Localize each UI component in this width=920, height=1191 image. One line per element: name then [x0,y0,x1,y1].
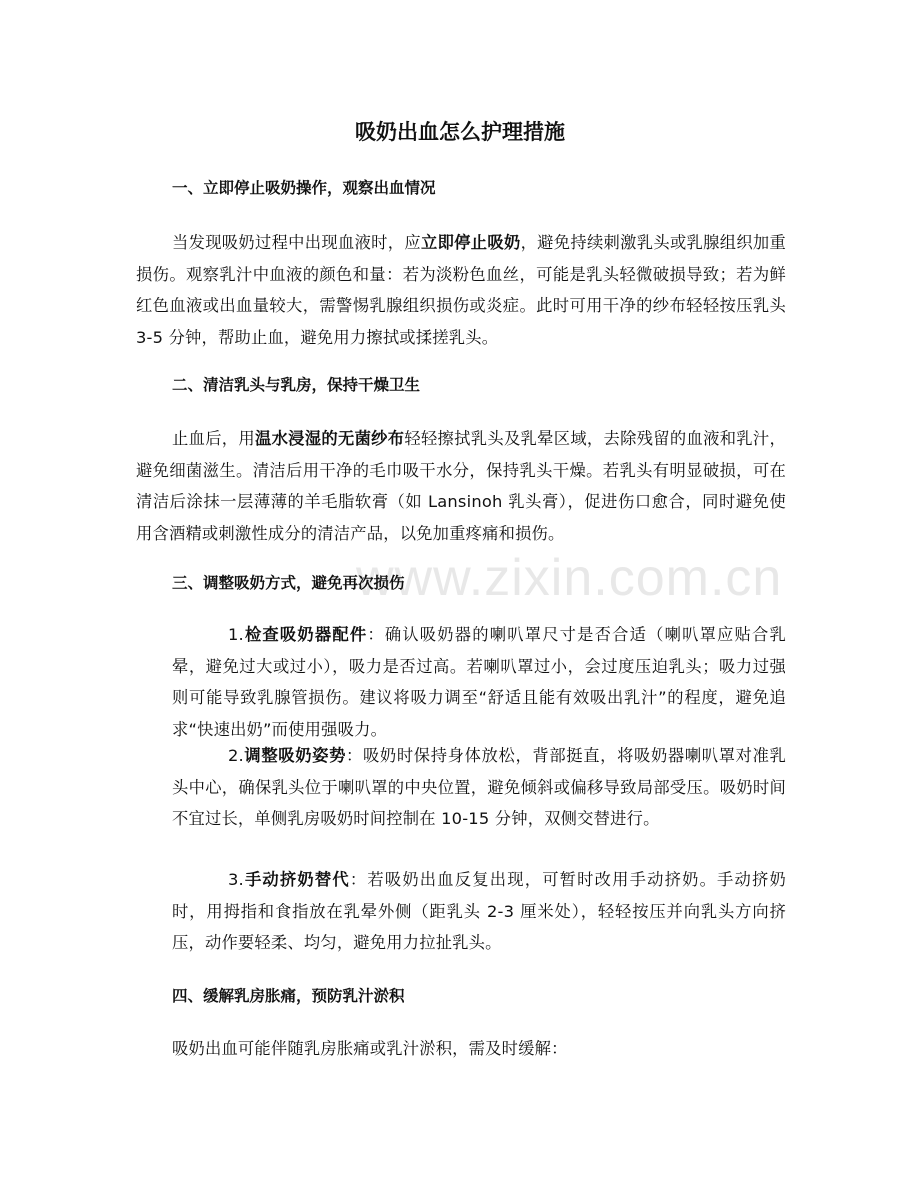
list-item-2-text: ：吸奶时保持身体放松，背部挺直，将吸奶器喇叭罩对准乳头中心，确保乳头位于喇叭罩的中央位置，避免倾斜或偏移导致局部受压。吸奶时间不宜过长，单侧乳房吸奶时间控制在 10-15 分钟，双侧交替进行。 [172,746,787,828]
list-item-1-bold: 检查吸奶器配件 [243,625,368,644]
list-item-2 [172,740,786,835]
section-2-text-post: 轻轻擦拭乳头及乳晕区域，去除残留的血液和乳汁，避免细菌滋生。清洁后用干净的毛巾吸干水分，保持乳头干燥。若乳头有明显破损，可在清洁后涂抹一层薄薄的羊毛脂软膏（如 Lansinoh 乳头膏），促进伤口愈合，同时避免使用含酒精或刺激性成分的清洁产品，以免加重疼痛和损伤。 [136,429,786,543]
section-1-paragraph [136,227,786,353]
list-item-3-bold: 手动挤奶替代 [243,870,350,889]
list-item-3-number: 3. [228,870,244,889]
list-item-2-number: 2. [228,746,244,765]
list-item-1-text: ：确认吸奶器的喇叭罩尺寸是否合适（喇叭罩应贴合乳晕，避免过大或过小），吸力是否过高。若喇叭罩过小，会过度压迫乳头；吸力过强则可能导致乳腺管损伤。建议将吸力调至“舒适且能有效吸出乳汁”的程度，避免追求“快速出奶”而使用强吸力。 [172,625,786,739]
section-1-text-bold: 立即停止吸奶 [420,233,521,252]
section-1-text-post: ，避免持续刺激乳头或乳腺组织加重损伤。观察乳汁中血液的颜色和量：若为淡粉色血丝，可能是乳头轻微破损导致；若为鲜红色血液或出血量较大，需警惕乳腺组织损伤或炎症。此时可用干净的纱布轻轻按压乳头 3-5 分钟，帮助止血，避免用力擦拭或揉搓乳头。 [136,233,787,347]
list-item-2-bold: 调整吸奶姿势 [243,746,347,765]
section-3-heading: 三、调整吸奶方式，避免再次损伤 [172,574,405,592]
list-item-3-text: ：若吸奶出血反复出现，可暂时改用手动挤奶。手动挤奶时，用拇指和食指放在乳晕外侧（距乳头 2-3 厘米处），轻轻按压并向乳头方向挤压，动作要轻柔、均匀，避免用力拉扯乳头。 [172,870,786,952]
list-item-3 [172,864,786,959]
section-2-text-pre: 止血后，用 [172,429,255,448]
section-2-heading: 二、清洁乳头与乳房，保持干燥卫生 [172,376,421,394]
watermark: www.zixin.com.cn [356,549,783,607]
section-1-heading: 一、立即停止吸奶操作，观察出血情况 [172,179,436,197]
section-2-paragraph [136,423,786,549]
section-1-text-pre: 当发现吸奶过程中出现血液时，应 [172,233,421,252]
section-4-paragraph: 吸奶出血可能伴随乳房胀痛或乳汁淤积，需及时缓解： [172,1039,568,1058]
section-4-heading: 四、缓解乳房胀痛，预防乳汁淤积 [172,987,405,1005]
section-2-text-bold: 温水浸湿的无菌纱布 [254,429,405,448]
list-item-1-number: 1. [228,625,244,644]
list-item-1 [172,619,786,745]
document-title: 吸奶出血怎么护理措施 [355,120,565,144]
